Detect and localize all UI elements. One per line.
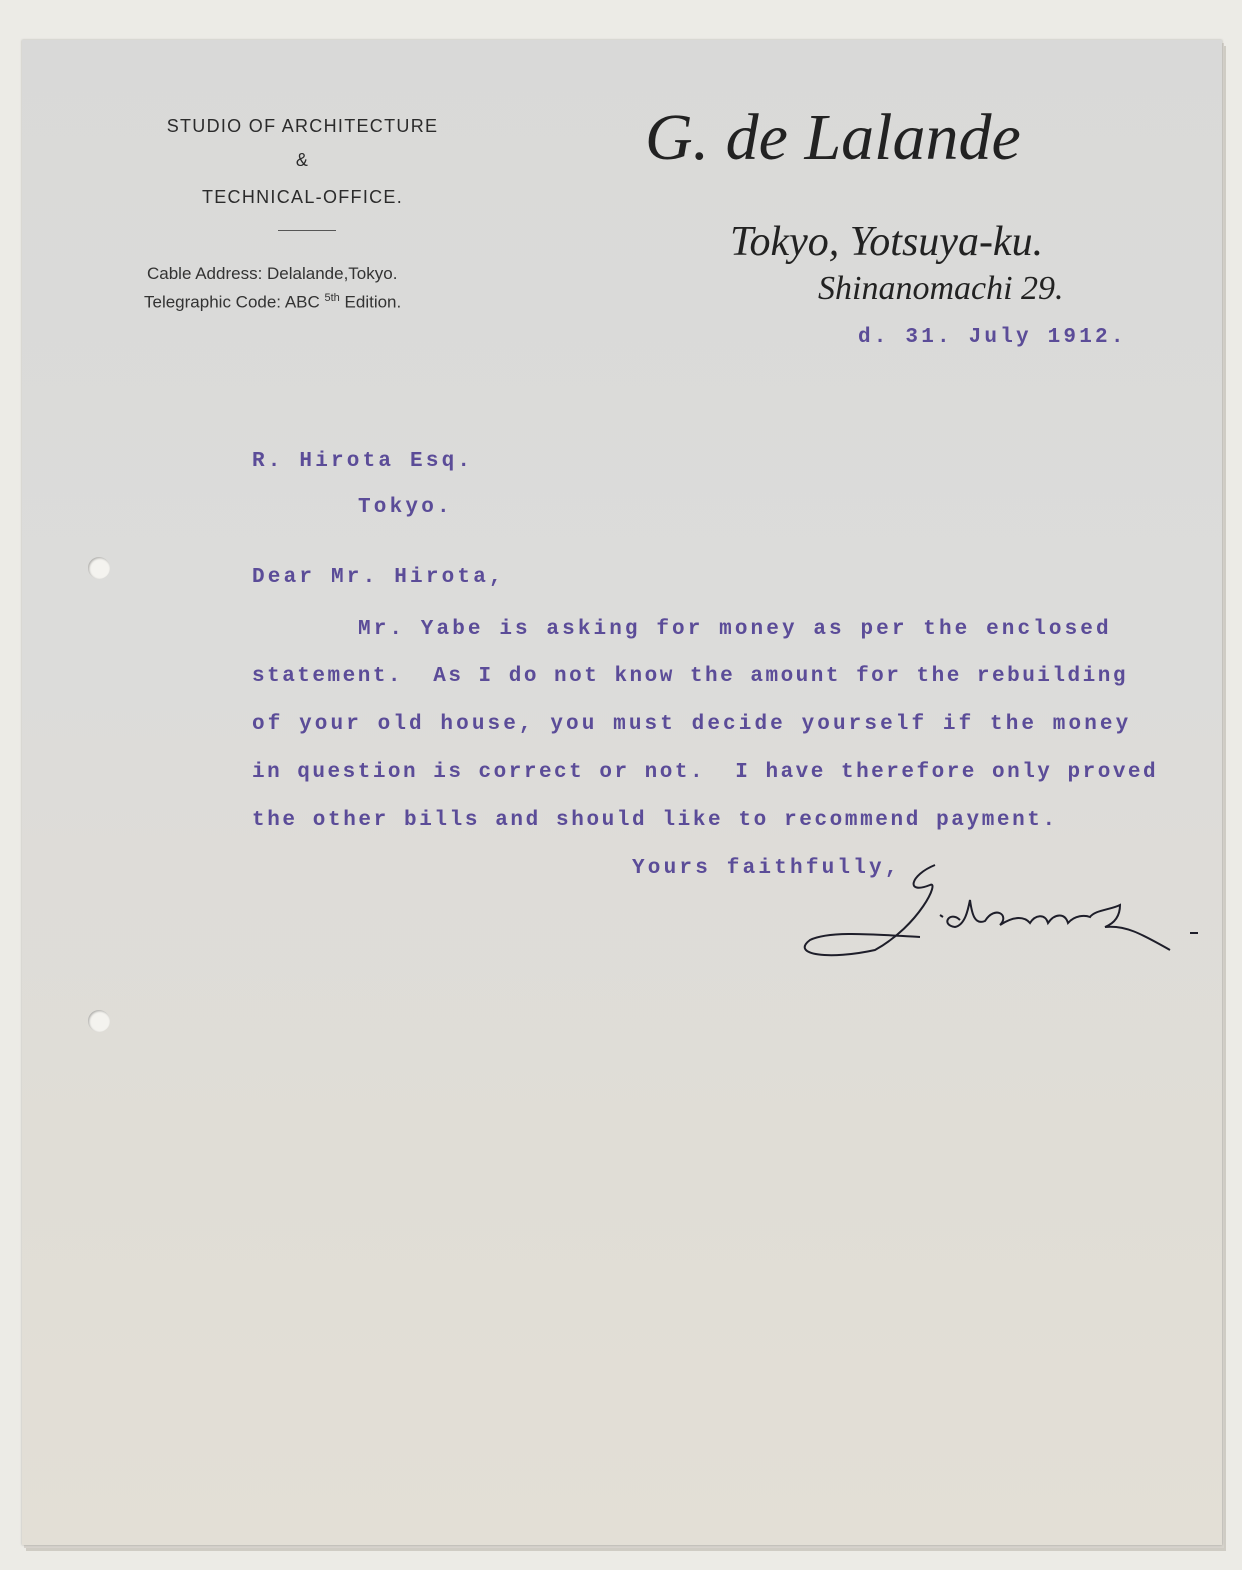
- letterhead-studio: STUDIO OF ARCHITECTURE: [166, 116, 439, 136]
- divider: [278, 230, 336, 231]
- closing: Yours faithfully,: [632, 857, 901, 880]
- signature: [790, 855, 1210, 975]
- body-line: the other bills and should like to recommend payment.: [252, 809, 1058, 832]
- telegraphic-prefix: Telegraphic Code: ABC: [144, 292, 325, 312]
- cable-address: Cable Address: Delalande,Tokyo.: [147, 264, 398, 283]
- salutation: Dear Mr. Hirota,: [252, 566, 505, 589]
- address-line-2: Shinanomachi 29.: [818, 270, 1064, 307]
- letter-date: d. 31. July 1912.: [858, 326, 1127, 349]
- body-line: in question is correct or not. I have therefore only proved: [252, 761, 1159, 784]
- body-line: Mr. Yabe is asking for money as per the enclosed: [358, 618, 1112, 641]
- edition-suffix: Edition.: [339, 292, 402, 312]
- letterhead-office: TECHNICAL-OFFICE.: [201, 187, 404, 207]
- recipient-city: Tokyo.: [358, 496, 453, 519]
- punch-hole: [88, 557, 110, 579]
- letterhead-name: G. de Lalande: [645, 101, 1021, 174]
- body-line: statement. As I do not know the amount for the rebuilding: [252, 665, 1128, 688]
- telegraphic-code: [144, 292, 401, 313]
- address-line-1: Tokyo, Yotsuya-ku.: [730, 219, 1044, 265]
- recipient: R. Hirota Esq.: [252, 450, 474, 473]
- punch-hole: [88, 1010, 110, 1032]
- letterhead-ampersand: &: [295, 150, 310, 170]
- body-line: of your old house, you must decide yourself if the money: [252, 713, 1132, 736]
- edition-number: 5th: [324, 292, 340, 304]
